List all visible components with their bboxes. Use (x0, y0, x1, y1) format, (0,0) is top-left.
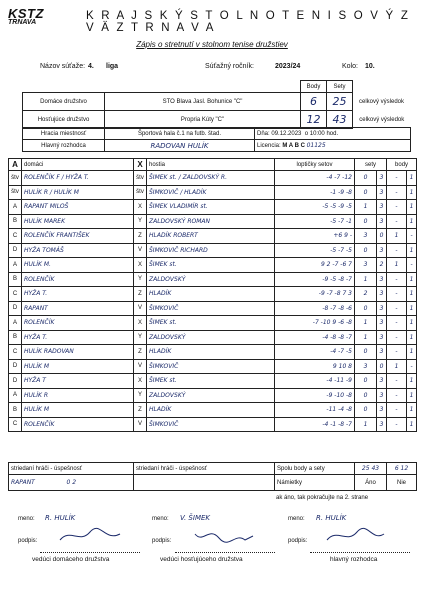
row-away-letter: Y (134, 214, 147, 229)
row-home-sets: 0 (355, 301, 377, 316)
row-home-point: - (387, 200, 407, 215)
row-away-letter: V (134, 417, 147, 432)
row-home-point: - (387, 214, 407, 229)
away-substitute-cell (134, 475, 275, 491)
match-grid (8, 158, 417, 432)
home-name-label: meno: (18, 516, 35, 522)
liga-label: liga (106, 63, 119, 70)
row-away-player: ŠIMEK VLADIMÍR st. (147, 200, 275, 215)
row-away-sets: 3 (377, 200, 387, 215)
row-away-player: ZALDOVSKÝ (147, 388, 275, 403)
row-home-point: 1 (387, 258, 407, 273)
match-row (9, 388, 417, 403)
row-home-point: 1 (387, 359, 407, 374)
row-away-player: ŠIMKOVIČ (147, 359, 275, 374)
col-x-head: X (134, 159, 147, 171)
row-away-letter: Y (134, 388, 147, 403)
col-x-label: hostia (147, 159, 275, 171)
match-rows (9, 171, 417, 432)
row-home-letter: B (9, 330, 22, 345)
row-set-scores: -8 -7 -8 -6 (275, 301, 355, 316)
row-away-letter: štv (134, 185, 147, 200)
row-away-player: ZALDOVSKÝ ROMAN (147, 214, 275, 229)
row-away-sets: 2 (377, 258, 387, 273)
row-home-sets: 3 (355, 359, 377, 374)
row-home-sets: 0 (355, 388, 377, 403)
row-away-player: ZALDOVSKÝ (147, 330, 275, 345)
ref-caption: hlavný rozhodca (330, 556, 378, 563)
row-home-sets: 0 (355, 403, 377, 418)
overall-result-label: celkový výsledok (358, 98, 405, 105)
row-home-player: ROLENČÍK (22, 417, 134, 432)
away-caption: vedúci hosťujúceho družstva (160, 556, 243, 563)
row-home-letter: B (9, 214, 22, 229)
round-value: 10. (365, 63, 375, 70)
match-row (9, 185, 417, 200)
competition-label: Názov súťaže: (40, 63, 86, 70)
row-home-point: - (387, 287, 407, 302)
row-away-player: ŠIMKOVIČ (147, 301, 275, 316)
row-home-point: - (387, 345, 407, 360)
row-home-sets: 0 (355, 185, 377, 200)
row-home-player: HYŽA T. (22, 287, 134, 302)
match-row (9, 316, 417, 331)
row-home-sets: 1 (355, 330, 377, 345)
row-away-letter: X (134, 316, 147, 331)
away-name-label: meno: (152, 516, 169, 522)
row-away-point: - (407, 258, 417, 273)
match-row (9, 345, 417, 360)
logo-sub: TRNAVA (8, 19, 37, 26)
row-home-sets: 0 (355, 243, 377, 258)
row-away-player: HLADÍK (147, 403, 275, 418)
date-time-cell (255, 128, 411, 140)
home-points: 6 (301, 93, 327, 111)
row-away-player: HLADÍK (147, 345, 275, 360)
team-info-table (22, 80, 411, 129)
row-home-point: - (387, 272, 407, 287)
license-cell (255, 140, 411, 152)
row-away-player: ŠIMKOVIČ (147, 417, 275, 432)
row-away-letter: X (134, 374, 147, 389)
row-set-scores: 9 2 -7 -6 7 (275, 258, 355, 273)
row-away-player: HLADÍK ROBERT (147, 229, 275, 244)
document-subtitle: Zápis o stretnutí v stolnom tenise družstiev (136, 40, 288, 49)
row-home-point: - (387, 417, 407, 432)
match-row (9, 417, 417, 432)
row-away-point: - (407, 229, 417, 244)
match-row (9, 272, 417, 287)
row-home-sets: 3 (355, 229, 377, 244)
match-row (9, 374, 417, 389)
row-away-point: 1 (407, 417, 417, 432)
time-suffix: hod. (326, 130, 339, 137)
row-set-scores: -4 -11 -9 (275, 374, 355, 389)
row-home-player: HYŽA T (22, 374, 134, 389)
row-away-player: ŠIMEK st. (147, 374, 275, 389)
row-home-player: HULÍK MAREK (22, 214, 134, 229)
row-home-letter: štv (9, 185, 22, 200)
venue-value: Športová hala č.1 na futb. štad. (105, 128, 255, 140)
row-home-point: - (387, 301, 407, 316)
row-away-sets: 3 (377, 301, 387, 316)
round-label: Kolo: (342, 63, 358, 70)
row-away-player: ŠIMKOVIČ RICHARD (147, 243, 275, 258)
row-home-sets: 1 (355, 417, 377, 432)
row-home-point: - (387, 330, 407, 345)
row-home-letter: D (9, 374, 22, 389)
ref-name: R. HULÍK (316, 514, 347, 522)
row-away-point: 1 (407, 171, 417, 186)
row-away-letter: Z (134, 229, 147, 244)
row-home-player: HYŽA TOMÁŠ (22, 243, 134, 258)
home-team-name: STO Blava Jasl. Bohunice "C" (105, 93, 301, 111)
sets-balls-head: loptičky setov (275, 159, 355, 171)
match-row (9, 359, 417, 374)
home-sign-label: podpis: (18, 538, 38, 544)
row-away-letter: V (134, 301, 147, 316)
row-away-sets: 3 (377, 374, 387, 389)
points-col-head: body (387, 159, 417, 171)
match-row (9, 330, 417, 345)
home-substitutes-label: striedaní hráči - úspešnosť (9, 463, 134, 475)
row-set-scores: -5 -7 -5 (275, 243, 355, 258)
time-prefix: o (304, 130, 309, 137)
row-home-point: - (387, 171, 407, 186)
home-substitute-cell (9, 475, 134, 491)
row-away-player: ZALDOVSKÝ (147, 272, 275, 287)
row-home-player: HULÍK M (22, 359, 134, 374)
row-set-scores: -11 -4 -8 (275, 403, 355, 418)
row-set-scores: -9 -10 -8 (275, 388, 355, 403)
row-away-player: ŠIMKOVIČ / HLADÍK (147, 185, 275, 200)
match-row (9, 301, 417, 316)
ref-name-label: meno: (288, 516, 305, 522)
col-a-label: domáci (22, 159, 134, 171)
date-label: Dňa: (257, 130, 270, 137)
row-away-sets: 3 (377, 316, 387, 331)
row-away-letter: Y (134, 272, 147, 287)
points-header: Body (301, 81, 327, 93)
referee-signature (312, 524, 412, 546)
total-points: 6 12 (387, 463, 417, 475)
row-home-point: - (387, 403, 407, 418)
row-home-letter: D (9, 301, 22, 316)
match-row (9, 214, 417, 229)
away-name: V. ŠIMEK (180, 514, 210, 522)
row-away-sets: 0 (377, 359, 387, 374)
row-away-letter: X (134, 258, 147, 273)
row-home-point: - (387, 374, 407, 389)
row-set-scores: -9 -5 -8 -7 (275, 272, 355, 287)
overall-result-label-2: celkový výsledok (359, 116, 405, 123)
row-home-sets: 1 (355, 272, 377, 287)
license-value: M A B C (282, 143, 305, 149)
license-number: 01125 (306, 142, 326, 149)
row-away-sets: 3 (377, 287, 387, 302)
row-home-letter: A (9, 388, 22, 403)
row-away-point: 1 (407, 214, 417, 229)
row-away-point: 1 (407, 403, 417, 418)
logo-text: KSTZ (8, 6, 44, 21)
row-away-sets: 3 (377, 345, 387, 360)
row-away-letter: V (134, 243, 147, 258)
row-set-scores: -4 -1 -8 -7 (275, 417, 355, 432)
row-home-letter: A (9, 316, 22, 331)
row-home-player: ROLENČÍK (22, 316, 134, 331)
referee-value: RADOVAN HULÍK (105, 140, 255, 152)
kstz-logo (8, 6, 70, 32)
row-away-player: ŠIMEK st. (147, 316, 275, 331)
ref-sign-label: podpis: (288, 538, 308, 544)
match-row (9, 200, 417, 215)
row-home-player: ROLENČÍK FRANTIŠEK (22, 229, 134, 244)
row-away-player: ŠIMEK st. (147, 258, 275, 273)
row-set-scores: -5 -5 -9 -5 (275, 200, 355, 215)
time-value: 10:00 (309, 130, 325, 137)
sets-col-head: sety (355, 159, 387, 171)
row-home-letter: D (9, 359, 22, 374)
row-home-letter: C (9, 229, 22, 244)
row-home-player: RAPANT (22, 301, 134, 316)
row-away-sets: 3 (377, 417, 387, 432)
away-sign-label: podpis: (152, 538, 172, 544)
row-home-player: HULÍK RADOVAN (22, 345, 134, 360)
row-home-player: ROLENČÍK F / HYŽA T. (22, 171, 134, 186)
match-row (9, 287, 417, 302)
row-away-point: 1 (407, 272, 417, 287)
row-away-letter: Z (134, 345, 147, 360)
match-row (9, 243, 417, 258)
match-row (9, 229, 417, 244)
row-away-letter: štv (134, 171, 147, 186)
row-home-letter: B (9, 403, 22, 418)
home-sets: 25 (327, 93, 353, 111)
row-away-sets: 3 (377, 403, 387, 418)
row-away-player: HLADÍK (147, 287, 275, 302)
row-set-scores: -7 -10 9 -6 -8 (275, 316, 355, 331)
row-home-point: - (387, 388, 407, 403)
row-set-scores: -4 -7 -5 (275, 345, 355, 360)
row-home-point: - (387, 185, 407, 200)
row-home-sets: 0 (355, 345, 377, 360)
row-away-letter: Y (134, 330, 147, 345)
row-home-letter: C (9, 345, 22, 360)
date-value: 09.12.2023 (271, 130, 302, 137)
row-away-letter: V (134, 359, 147, 374)
row-home-player: HYŽA T. (22, 330, 134, 345)
row-home-sets: 0 (355, 374, 377, 389)
row-home-player: HULÍK R (22, 388, 134, 403)
row-set-scores: -5 -7 -1 (275, 214, 355, 229)
row-away-sets: 3 (377, 214, 387, 229)
row-away-sets: 0 (377, 229, 387, 244)
row-away-point: 1 (407, 345, 417, 360)
objections-no: Nie (387, 475, 417, 491)
row-home-letter: B (9, 272, 22, 287)
home-caption: vedúci domáceho družstva (32, 556, 110, 563)
row-away-point: 1 (407, 374, 417, 389)
row-away-point: 1 (407, 185, 417, 200)
venue-table (22, 127, 411, 152)
away-signature (175, 524, 285, 546)
row-home-player: HULÍK M (22, 403, 134, 418)
row-away-sets: 3 (377, 243, 387, 258)
row-home-point: 1 (387, 229, 407, 244)
row-set-scores: -4 -7 -12 (275, 171, 355, 186)
row-home-point: - (387, 243, 407, 258)
home-signature (40, 524, 150, 546)
match-row (9, 258, 417, 273)
season-value: 2023/24 (275, 63, 301, 70)
row-home-sets: 0 (355, 214, 377, 229)
home-team-label: Domáce družstvo (23, 93, 105, 111)
row-set-scores: -9 -7 -8 7 3 (275, 287, 355, 302)
row-home-letter: A (9, 258, 22, 273)
away-team-label: Hosťujúce družstvo (23, 111, 105, 129)
row-away-point: 1 (407, 287, 417, 302)
row-away-point: - (407, 359, 417, 374)
row-away-sets: 3 (377, 330, 387, 345)
row-set-scores: -4 -8 -8 -7 (275, 330, 355, 345)
row-away-letter: Z (134, 403, 147, 418)
away-team-name: Propria Kúty "C" (105, 111, 301, 129)
row-away-point: 1 (407, 200, 417, 215)
row-away-point: 1 (407, 301, 417, 316)
row-home-letter: D (9, 243, 22, 258)
row-away-sets: 3 (377, 272, 387, 287)
home-substitute-score: 0 2 (66, 479, 77, 486)
objections-yes: Áno (355, 475, 387, 491)
away-sets: 43 (327, 111, 353, 129)
row-away-letter: X (134, 200, 147, 215)
venue-label: Hracia miestnosť (23, 128, 105, 140)
row-away-point: 1 (407, 330, 417, 345)
license-label: Licencia: (257, 143, 281, 149)
row-home-player: RAPANT MILOŠ (22, 200, 134, 215)
row-home-sets: 3 (355, 258, 377, 273)
home-substitute: RAPANT (11, 479, 35, 486)
sets-header: Sety (327, 81, 353, 93)
row-away-point: 1 (407, 316, 417, 331)
row-home-point: - (387, 316, 407, 331)
row-away-sets: 3 (377, 388, 387, 403)
row-home-sets: 1 (355, 316, 377, 331)
row-home-letter: štv (9, 171, 22, 186)
match-row (9, 171, 417, 186)
document-title: K R A J S K Ý S T O L N O T E N I S O V Ý Z V Ä Z T R N A V A (86, 10, 411, 34)
row-home-player: ROLENČÍK (22, 272, 134, 287)
row-home-letter: A (9, 200, 22, 215)
col-a-head: A (9, 159, 22, 171)
summary-table (8, 462, 417, 491)
objections-note: ak áno, tak pokračujte na 2. strane (276, 495, 369, 501)
row-home-sets: 0 (355, 171, 377, 186)
row-home-player: HULÍK M. (22, 258, 134, 273)
row-set-scores: 9 10 8 (275, 359, 355, 374)
row-home-letter: C (9, 417, 22, 432)
total-label: Spolu body a sety (275, 463, 355, 475)
away-points: 12 (301, 111, 327, 129)
row-away-letter: Z (134, 287, 147, 302)
row-home-sets: 1 (355, 200, 377, 215)
row-away-sets: 3 (377, 171, 387, 186)
row-home-letter: C (9, 287, 22, 302)
row-away-sets: 3 (377, 185, 387, 200)
home-name: R. HULÍK (45, 514, 76, 522)
row-home-player: HULÍK R / HULÍK M (22, 185, 134, 200)
competition-value: 4. (88, 63, 94, 70)
referee-label: Hlavný rozhodca (23, 140, 105, 152)
row-away-point: 1 (407, 388, 417, 403)
row-set-scores: +6 9 - (275, 229, 355, 244)
row-set-scores: -1 -9 -8 (275, 185, 355, 200)
total-sets: 25 43 (355, 463, 387, 475)
away-substitutes-label: striedaní hráči - úspešnosť (134, 463, 275, 475)
row-home-sets: 2 (355, 287, 377, 302)
objections-label: Námietky (275, 475, 355, 491)
row-away-point: 1 (407, 243, 417, 258)
match-row (9, 403, 417, 418)
season-label: Súťažný ročník: (205, 63, 254, 70)
row-away-player: ŠIMEK st. / ZALDOVSKÝ R. (147, 171, 275, 186)
